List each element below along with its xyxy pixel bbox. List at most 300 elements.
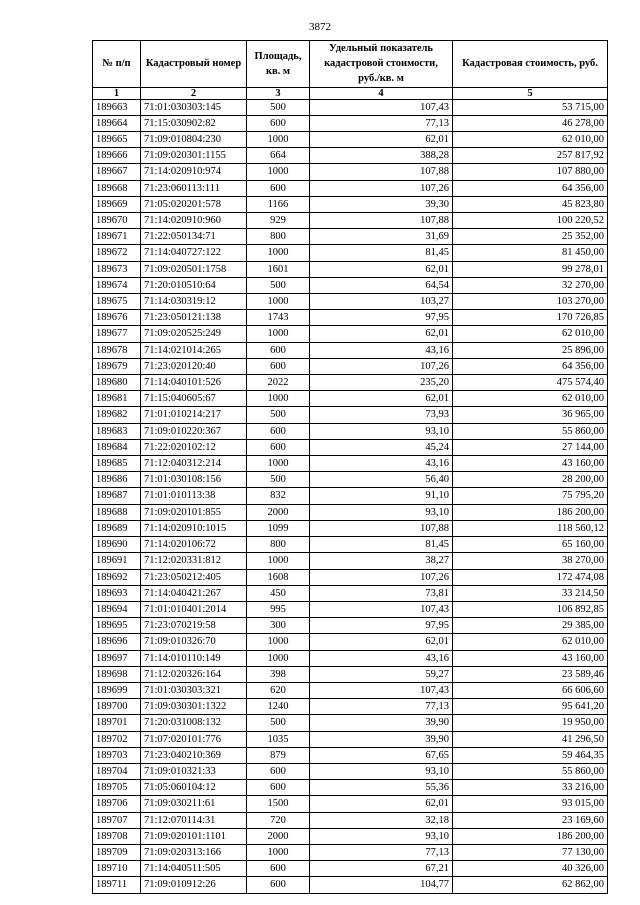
unit-value-cell: 43,16	[310, 456, 453, 472]
table-row	[93, 877, 608, 893]
area-cell: 800	[247, 537, 310, 553]
area-cell: 500	[247, 407, 310, 423]
table-row	[93, 375, 608, 391]
row-number-cell: 189691	[93, 553, 141, 569]
unit-value-cell: 107,26	[310, 358, 453, 374]
table-row	[93, 520, 608, 536]
area-cell: 450	[247, 585, 310, 601]
row-number-cell: 189666	[93, 148, 141, 164]
cadastral-number-cell: 71:07:020101:776	[141, 731, 247, 747]
area-cell: 1000	[247, 245, 310, 261]
cadastral-value-cell: 53 715,00	[453, 99, 608, 115]
unit-value-cell: 93,10	[310, 504, 453, 520]
cadastral-value-cell: 23 589,46	[453, 666, 608, 682]
table-row	[93, 666, 608, 682]
area-cell: 500	[247, 472, 310, 488]
area-cell: 600	[247, 115, 310, 131]
cadastral-value-cell: 43 160,00	[453, 650, 608, 666]
area-cell: 1500	[247, 796, 310, 812]
area-cell: 832	[247, 488, 310, 504]
cadastral-number-cell: 71:23:050121:138	[141, 310, 247, 326]
row-number-cell: 189707	[93, 812, 141, 828]
area-cell: 500	[247, 715, 310, 731]
area-cell: 1000	[247, 650, 310, 666]
cadastral-number-cell: 71:14:030319:12	[141, 294, 247, 310]
row-number-cell: 189671	[93, 229, 141, 245]
area-cell: 1608	[247, 569, 310, 585]
unit-value-cell: 55,36	[310, 780, 453, 796]
row-number-cell: 189665	[93, 132, 141, 148]
table-row	[93, 423, 608, 439]
row-number-cell: 189686	[93, 472, 141, 488]
row-number-cell: 189706	[93, 796, 141, 812]
row-number-cell: 189709	[93, 844, 141, 860]
table-row	[93, 537, 608, 553]
area-cell: 1166	[247, 196, 310, 212]
area-cell: 300	[247, 618, 310, 634]
cadastral-value-cell: 107 880,00	[453, 164, 608, 180]
cadastral-number-cell: 71:14:020106:72	[141, 537, 247, 553]
header-unit-value: Удельный показатель кадастровой стоимости, руб./кв. м	[310, 41, 453, 88]
row-number-cell: 189672	[93, 245, 141, 261]
area-cell: 1000	[247, 164, 310, 180]
area-cell: 1240	[247, 699, 310, 715]
unit-value-cell: 45,24	[310, 439, 453, 455]
table-row	[93, 488, 608, 504]
row-number-cell: 189708	[93, 828, 141, 844]
row-number-cell: 189664	[93, 115, 141, 131]
table-row	[93, 196, 608, 212]
row-number-cell: 189700	[93, 699, 141, 715]
cadastral-value-cell: 170 726,85	[453, 310, 608, 326]
cadastral-number-cell: 71:01:030303:321	[141, 682, 247, 698]
unit-value-cell: 59,27	[310, 666, 453, 682]
cadastral-number-cell: 71:14:021014:265	[141, 342, 247, 358]
unit-value-cell: 62,01	[310, 391, 453, 407]
unit-value-cell: 73,93	[310, 407, 453, 423]
unit-value-cell: 39,90	[310, 731, 453, 747]
cadastral-number-cell: 71:20:010510:64	[141, 277, 247, 293]
cadastral-number-cell: 71:23:020120:40	[141, 358, 247, 374]
cadastral-number-cell: 71:20:031008:132	[141, 715, 247, 731]
table-row	[93, 585, 608, 601]
row-number-cell: 189695	[93, 618, 141, 634]
area-cell: 1035	[247, 731, 310, 747]
area-cell: 664	[247, 148, 310, 164]
cadastral-value-cell: 186 200,00	[453, 504, 608, 520]
area-cell: 1000	[247, 844, 310, 860]
row-number-cell: 189680	[93, 375, 141, 391]
row-number-cell: 189688	[93, 504, 141, 520]
cadastral-number-cell: 71:22:050134:71	[141, 229, 247, 245]
table-row	[93, 439, 608, 455]
table-row	[93, 294, 608, 310]
table-row	[93, 148, 608, 164]
unit-value-cell: 77,13	[310, 115, 453, 131]
table-row	[93, 861, 608, 877]
table-row	[93, 261, 608, 277]
row-number-cell: 189703	[93, 747, 141, 763]
cadastral-number-cell: 71:12:020331:812	[141, 553, 247, 569]
area-cell: 500	[247, 277, 310, 293]
table-row	[93, 115, 608, 131]
table-row	[93, 310, 608, 326]
row-number-cell: 189667	[93, 164, 141, 180]
row-number-cell: 189677	[93, 326, 141, 342]
cadastral-value-cell: 19 950,00	[453, 715, 608, 731]
cadastral-number-cell: 71:12:020326:164	[141, 666, 247, 682]
row-number-cell: 189701	[93, 715, 141, 731]
area-cell: 600	[247, 780, 310, 796]
cadastral-value-cell: 106 892,85	[453, 601, 608, 617]
area-cell: 2000	[247, 504, 310, 520]
cadastral-number-cell: 71:09:020101:1101	[141, 828, 247, 844]
cadastral-number-cell: 71:14:010110:149	[141, 650, 247, 666]
cadastral-value-cell: 65 160,00	[453, 537, 608, 553]
row-number-cell: 189670	[93, 213, 141, 229]
column-index: 2	[141, 87, 247, 99]
cadastral-number-cell: 71:23:070219:58	[141, 618, 247, 634]
cadastral-value-cell: 62 010,00	[453, 132, 608, 148]
row-number-cell: 189690	[93, 537, 141, 553]
row-number-cell: 189710	[93, 861, 141, 877]
table-row	[93, 132, 608, 148]
unit-value-cell: 103,27	[310, 294, 453, 310]
cadastral-value-table	[92, 40, 608, 894]
cadastral-number-cell: 71:23:040210:369	[141, 747, 247, 763]
cadastral-number-cell: 71:14:040101:526	[141, 375, 247, 391]
cadastral-value-cell: 55 860,00	[453, 763, 608, 779]
unit-value-cell: 31,69	[310, 229, 453, 245]
table-row	[93, 358, 608, 374]
cadastral-value-cell: 62 010,00	[453, 634, 608, 650]
table-row	[93, 245, 608, 261]
table-row	[93, 601, 608, 617]
cadastral-value-cell: 25 352,00	[453, 229, 608, 245]
row-number-cell: 189682	[93, 407, 141, 423]
unit-value-cell: 32,18	[310, 812, 453, 828]
cadastral-number-cell: 71:01:010214:217	[141, 407, 247, 423]
table-row	[93, 472, 608, 488]
area-cell: 620	[247, 682, 310, 698]
row-number-cell: 189697	[93, 650, 141, 666]
table-row	[93, 326, 608, 342]
unit-value-cell: 388,28	[310, 148, 453, 164]
cadastral-number-cell: 71:14:040421:267	[141, 585, 247, 601]
unit-value-cell: 107,43	[310, 682, 453, 698]
table-row	[93, 569, 608, 585]
cadastral-number-cell: 71:09:010326:70	[141, 634, 247, 650]
cadastral-number-cell: 71:22:020102:12	[141, 439, 247, 455]
table-row	[93, 180, 608, 196]
table-row	[93, 634, 608, 650]
area-cell: 600	[247, 180, 310, 196]
unit-value-cell: 73,81	[310, 585, 453, 601]
row-number-cell: 189683	[93, 423, 141, 439]
cadastral-value-cell: 62 010,00	[453, 326, 608, 342]
table-row	[93, 796, 608, 812]
row-number-cell: 189696	[93, 634, 141, 650]
area-cell: 879	[247, 747, 310, 763]
unit-value-cell: 107,43	[310, 601, 453, 617]
row-number-cell: 189692	[93, 569, 141, 585]
cadastral-value-cell: 118 560,12	[453, 520, 608, 536]
area-cell: 1000	[247, 294, 310, 310]
table-row	[93, 99, 608, 115]
area-cell: 800	[247, 229, 310, 245]
unit-value-cell: 77,13	[310, 699, 453, 715]
row-number-cell: 189687	[93, 488, 141, 504]
header-cadastral-value: Кадастровая стоимость, руб.	[453, 41, 608, 88]
unit-value-cell: 39,30	[310, 196, 453, 212]
unit-value-cell: 81,45	[310, 245, 453, 261]
cadastral-number-cell: 71:12:070114:31	[141, 812, 247, 828]
cadastral-value-cell: 95 641,20	[453, 699, 608, 715]
row-number-cell: 189702	[93, 731, 141, 747]
area-cell: 1000	[247, 326, 310, 342]
unit-value-cell: 107,88	[310, 520, 453, 536]
cadastral-value-cell: 46 278,00	[453, 115, 608, 131]
area-cell: 600	[247, 439, 310, 455]
cadastral-value-cell: 32 270,00	[453, 277, 608, 293]
table-row	[93, 277, 608, 293]
column-index-row	[93, 87, 608, 99]
cadastral-number-cell: 71:09:010321:33	[141, 763, 247, 779]
area-cell: 1743	[247, 310, 310, 326]
cadastral-number-cell: 71:14:040727:122	[141, 245, 247, 261]
cadastral-value-cell: 93 015,00	[453, 796, 608, 812]
header-area: Площадь, кв. м	[247, 41, 310, 88]
row-number-cell: 189679	[93, 358, 141, 374]
unit-value-cell: 104,77	[310, 877, 453, 893]
cadastral-number-cell: 71:23:060113:111	[141, 180, 247, 196]
area-cell: 600	[247, 877, 310, 893]
cadastral-value-cell: 62 010,00	[453, 391, 608, 407]
cadastral-number-cell: 71:09:020101:855	[141, 504, 247, 520]
cadastral-value-cell: 27 144,00	[453, 439, 608, 455]
cadastral-number-cell: 71:14:020910:960	[141, 213, 247, 229]
area-cell: 500	[247, 99, 310, 115]
table-row	[93, 699, 608, 715]
row-number-cell: 189663	[93, 99, 141, 115]
area-cell: 929	[247, 213, 310, 229]
area-cell: 1000	[247, 132, 310, 148]
unit-value-cell: 107,88	[310, 164, 453, 180]
cadastral-value-cell: 99 278,01	[453, 261, 608, 277]
row-number-cell: 189685	[93, 456, 141, 472]
cadastral-number-cell: 71:09:020313:166	[141, 844, 247, 860]
row-number-cell: 189684	[93, 439, 141, 455]
header-row	[93, 41, 608, 88]
cadastral-value-cell: 64 356,00	[453, 180, 608, 196]
area-cell: 600	[247, 342, 310, 358]
cadastral-number-cell: 71:01:030108:156	[141, 472, 247, 488]
cadastral-number-cell: 71:01:010113:38	[141, 488, 247, 504]
cadastral-number-cell: 71:09:020525:249	[141, 326, 247, 342]
cadastral-value-cell: 475 574,40	[453, 375, 608, 391]
unit-value-cell: 56,40	[310, 472, 453, 488]
cadastral-value-cell: 28 200,00	[453, 472, 608, 488]
table-row	[93, 229, 608, 245]
table-row	[93, 213, 608, 229]
header-row-number: № п/п	[93, 41, 141, 88]
unit-value-cell: 39,90	[310, 715, 453, 731]
cadastral-value-cell: 40 326,00	[453, 861, 608, 877]
table-row	[93, 812, 608, 828]
unit-value-cell: 107,43	[310, 99, 453, 115]
column-index: 5	[453, 87, 608, 99]
cadastral-value-cell: 186 200,00	[453, 828, 608, 844]
cadastral-value-cell: 38 270,00	[453, 553, 608, 569]
unit-value-cell: 97,95	[310, 618, 453, 634]
unit-value-cell: 62,01	[310, 132, 453, 148]
unit-value-cell: 91,10	[310, 488, 453, 504]
cadastral-number-cell: 71:23:050212:405	[141, 569, 247, 585]
table-row	[93, 456, 608, 472]
table-row	[93, 407, 608, 423]
row-number-cell: 189693	[93, 585, 141, 601]
cadastral-value-cell: 103 270,00	[453, 294, 608, 310]
table-row	[93, 828, 608, 844]
table-row	[93, 164, 608, 180]
row-number-cell: 189676	[93, 310, 141, 326]
cadastral-value-cell: 43 160,00	[453, 456, 608, 472]
column-index: 3	[247, 87, 310, 99]
cadastral-number-cell: 71:14:020910:974	[141, 164, 247, 180]
unit-value-cell: 43,16	[310, 342, 453, 358]
row-number-cell: 189678	[93, 342, 141, 358]
area-cell: 600	[247, 423, 310, 439]
area-cell: 600	[247, 358, 310, 374]
column-index: 1	[93, 87, 141, 99]
area-cell: 1099	[247, 520, 310, 536]
row-number-cell: 189705	[93, 780, 141, 796]
table-row	[93, 553, 608, 569]
unit-value-cell: 62,01	[310, 634, 453, 650]
unit-value-cell: 107,88	[310, 213, 453, 229]
cadastral-number-cell: 71:09:020501:1758	[141, 261, 247, 277]
cadastral-value-cell: 29 385,00	[453, 618, 608, 634]
cadastral-number-cell: 71:15:040605:67	[141, 391, 247, 407]
table-row	[93, 618, 608, 634]
area-cell: 995	[247, 601, 310, 617]
column-index: 4	[310, 87, 453, 99]
cadastral-value-cell: 33 214,50	[453, 585, 608, 601]
row-number-cell: 189689	[93, 520, 141, 536]
cadastral-number-cell: 71:09:010220:367	[141, 423, 247, 439]
area-cell: 2000	[247, 828, 310, 844]
row-number-cell: 189681	[93, 391, 141, 407]
table-row	[93, 391, 608, 407]
table-row	[93, 342, 608, 358]
unit-value-cell: 93,10	[310, 828, 453, 844]
row-number-cell: 189668	[93, 180, 141, 196]
row-number-cell: 189675	[93, 294, 141, 310]
area-cell: 600	[247, 861, 310, 877]
unit-value-cell: 62,01	[310, 796, 453, 812]
table-row	[93, 682, 608, 698]
row-number-cell: 189674	[93, 277, 141, 293]
cadastral-number-cell: 71:14:020910:1015	[141, 520, 247, 536]
unit-value-cell: 107,26	[310, 180, 453, 196]
unit-value-cell: 93,10	[310, 423, 453, 439]
unit-value-cell: 97,95	[310, 310, 453, 326]
cadastral-number-cell: 71:05:020201:578	[141, 196, 247, 212]
cadastral-value-cell: 62 862,00	[453, 877, 608, 893]
header-cadastral-number: Кадастровый номер	[141, 41, 247, 88]
unit-value-cell: 62,01	[310, 261, 453, 277]
table-row	[93, 715, 608, 731]
row-number-cell: 189698	[93, 666, 141, 682]
unit-value-cell: 64,54	[310, 277, 453, 293]
area-cell: 1000	[247, 391, 310, 407]
unit-value-cell: 93,10	[310, 763, 453, 779]
cadastral-value-cell: 33 216,00	[453, 780, 608, 796]
unit-value-cell: 38,27	[310, 553, 453, 569]
unit-value-cell: 62,01	[310, 326, 453, 342]
cadastral-value-cell: 41 296,50	[453, 731, 608, 747]
table-row	[93, 747, 608, 763]
cadastral-number-cell: 71:05:060104:12	[141, 780, 247, 796]
unit-value-cell: 235,20	[310, 375, 453, 391]
cadastral-number-cell: 71:09:020301:1155	[141, 148, 247, 164]
area-cell: 1000	[247, 553, 310, 569]
cadastral-value-cell: 36 965,00	[453, 407, 608, 423]
cadastral-number-cell: 71:01:030303:145	[141, 99, 247, 115]
cadastral-value-cell: 23 169,60	[453, 812, 608, 828]
table-row	[93, 763, 608, 779]
unit-value-cell: 81,45	[310, 537, 453, 553]
area-cell: 1000	[247, 634, 310, 650]
cadastral-value-cell: 75 795,20	[453, 488, 608, 504]
row-number-cell: 189711	[93, 877, 141, 893]
table-row	[93, 731, 608, 747]
area-cell: 600	[247, 763, 310, 779]
table-row	[93, 844, 608, 860]
unit-value-cell: 77,13	[310, 844, 453, 860]
unit-value-cell: 107,26	[310, 569, 453, 585]
row-number-cell: 189673	[93, 261, 141, 277]
table-row	[93, 780, 608, 796]
page-number: 3872	[309, 21, 331, 33]
row-number-cell: 189694	[93, 601, 141, 617]
cadastral-value-cell: 172 474,08	[453, 569, 608, 585]
cadastral-value-cell: 45 823,80	[453, 196, 608, 212]
row-number-cell: 189704	[93, 763, 141, 779]
area-cell: 398	[247, 666, 310, 682]
table-body	[93, 99, 608, 893]
area-cell: 1000	[247, 456, 310, 472]
unit-value-cell: 67,65	[310, 747, 453, 763]
cadastral-value-cell: 55 860,00	[453, 423, 608, 439]
cadastral-number-cell: 71:09:030301:1322	[141, 699, 247, 715]
table-row	[93, 650, 608, 666]
cadastral-value-cell: 257 817,92	[453, 148, 608, 164]
area-cell: 720	[247, 812, 310, 828]
cadastral-value-cell: 64 356,00	[453, 358, 608, 374]
area-cell: 2022	[247, 375, 310, 391]
row-number-cell: 189699	[93, 682, 141, 698]
cadastral-value-cell: 77 130,00	[453, 844, 608, 860]
cadastral-number-cell: 71:09:010804:230	[141, 132, 247, 148]
cadastral-value-cell: 25 896,00	[453, 342, 608, 358]
cadastral-value-cell: 59 464,35	[453, 747, 608, 763]
cadastral-number-cell: 71:15:030902:82	[141, 115, 247, 131]
cadastral-number-cell: 71:14:040511:505	[141, 861, 247, 877]
unit-value-cell: 43,16	[310, 650, 453, 666]
cadastral-value-cell: 81 450,00	[453, 245, 608, 261]
table-row	[93, 504, 608, 520]
